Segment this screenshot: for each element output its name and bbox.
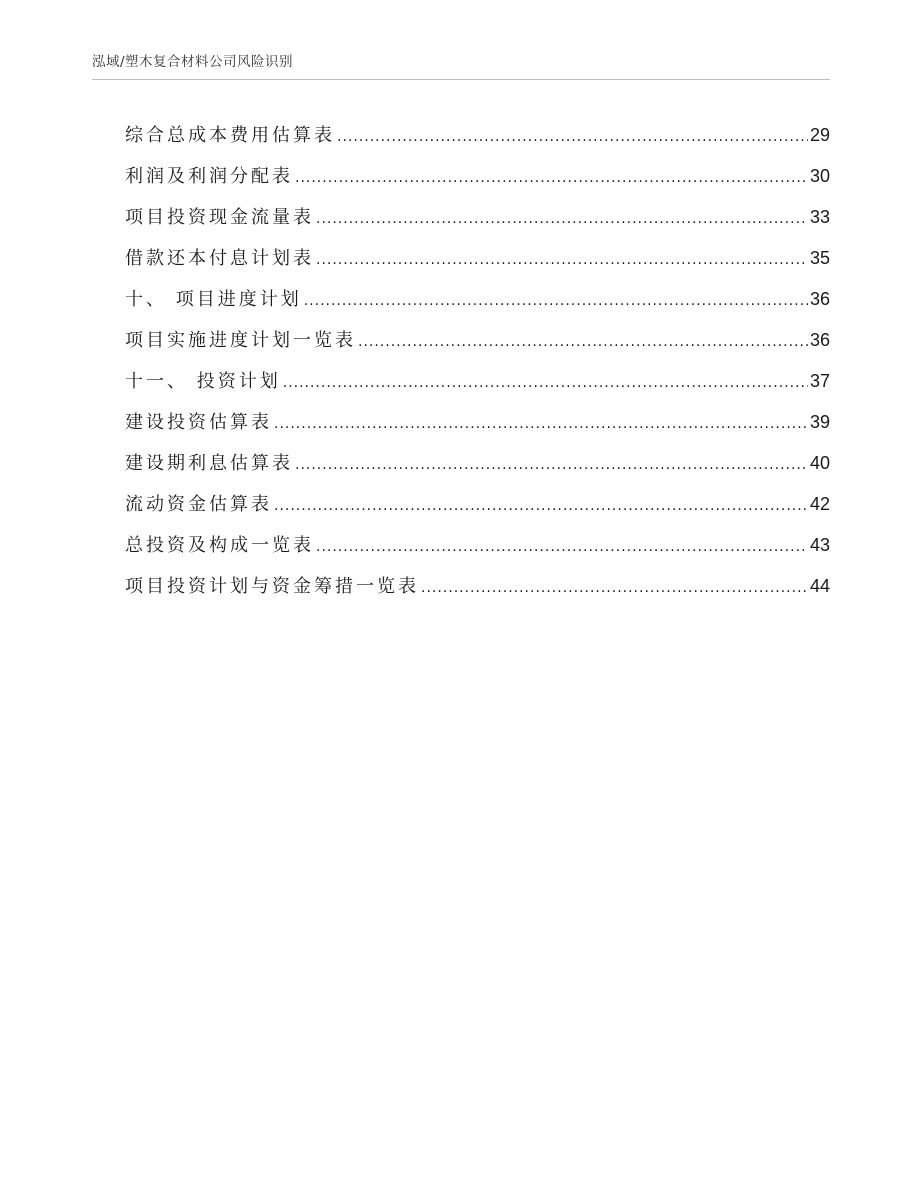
toc-entry-page: 29	[809, 125, 830, 145]
toc-entry-title: 流动资金估算表	[125, 494, 272, 515]
toc-entry-page: 35	[809, 248, 830, 268]
toc-entry-title: 项目实施进度计划一览表	[125, 330, 356, 351]
toc-entry[interactable]	[125, 245, 830, 286]
toc-dot-leader	[316, 247, 808, 273]
toc-entry[interactable]	[125, 163, 830, 204]
table-of-contents	[125, 122, 830, 614]
toc-entry[interactable]	[125, 327, 830, 368]
toc-entry-page: 37	[809, 371, 830, 391]
toc-entry[interactable]	[125, 368, 830, 409]
toc-entry-title: 借款还本付息计划表	[125, 248, 314, 269]
toc-entry-title: 利润及利润分配表	[125, 166, 293, 187]
toc-dot-leader	[337, 124, 808, 150]
toc-entry-title: 建设投资估算表	[125, 412, 272, 433]
toc-entry-page: 36	[809, 330, 830, 350]
toc-entry-page: 40	[809, 453, 830, 473]
toc-entry[interactable]	[125, 409, 830, 450]
toc-dot-leader	[316, 206, 808, 232]
toc-entry[interactable]	[125, 450, 830, 491]
toc-entry-title: 项目投资现金流量表	[125, 207, 314, 228]
toc-entry-page: 39	[809, 412, 830, 432]
toc-dot-leader	[274, 493, 808, 519]
toc-entry-title: 项目投资计划与资金筹措一览表	[125, 576, 419, 597]
toc-entry-page: 42	[809, 494, 830, 514]
toc-dot-leader	[295, 165, 808, 191]
toc-entry-page: 44	[809, 576, 830, 596]
toc-entry-title: 总投资及构成一览表	[125, 535, 314, 556]
toc-entry[interactable]	[125, 532, 830, 573]
toc-dot-leader	[304, 288, 808, 314]
toc-entry-page: 33	[809, 207, 830, 227]
toc-entry[interactable]	[125, 573, 830, 614]
toc-entry[interactable]	[125, 122, 830, 163]
toc-entry[interactable]	[125, 491, 830, 532]
toc-entry[interactable]	[125, 286, 830, 327]
toc-entry-page: 36	[809, 289, 830, 309]
toc-entry-page: 43	[809, 535, 830, 555]
toc-dot-leader	[295, 452, 808, 478]
toc-entry-title: 十一、 投资计划	[125, 371, 281, 392]
toc-entry-title: 十、 项目进度计划	[125, 289, 302, 310]
toc-entry[interactable]	[125, 204, 830, 245]
toc-dot-leader	[274, 411, 808, 437]
toc-dot-leader	[283, 370, 808, 396]
page-header: 泓域/塑木复合材料公司风险识别	[92, 54, 294, 70]
toc-dot-leader	[421, 575, 808, 601]
toc-entry-page: 30	[809, 166, 830, 186]
toc-entry-title: 建设期利息估算表	[125, 453, 293, 474]
toc-dot-leader	[358, 329, 808, 355]
header-divider	[92, 79, 830, 80]
toc-entry-title: 综合总成本费用估算表	[125, 125, 335, 146]
toc-dot-leader	[316, 534, 808, 560]
